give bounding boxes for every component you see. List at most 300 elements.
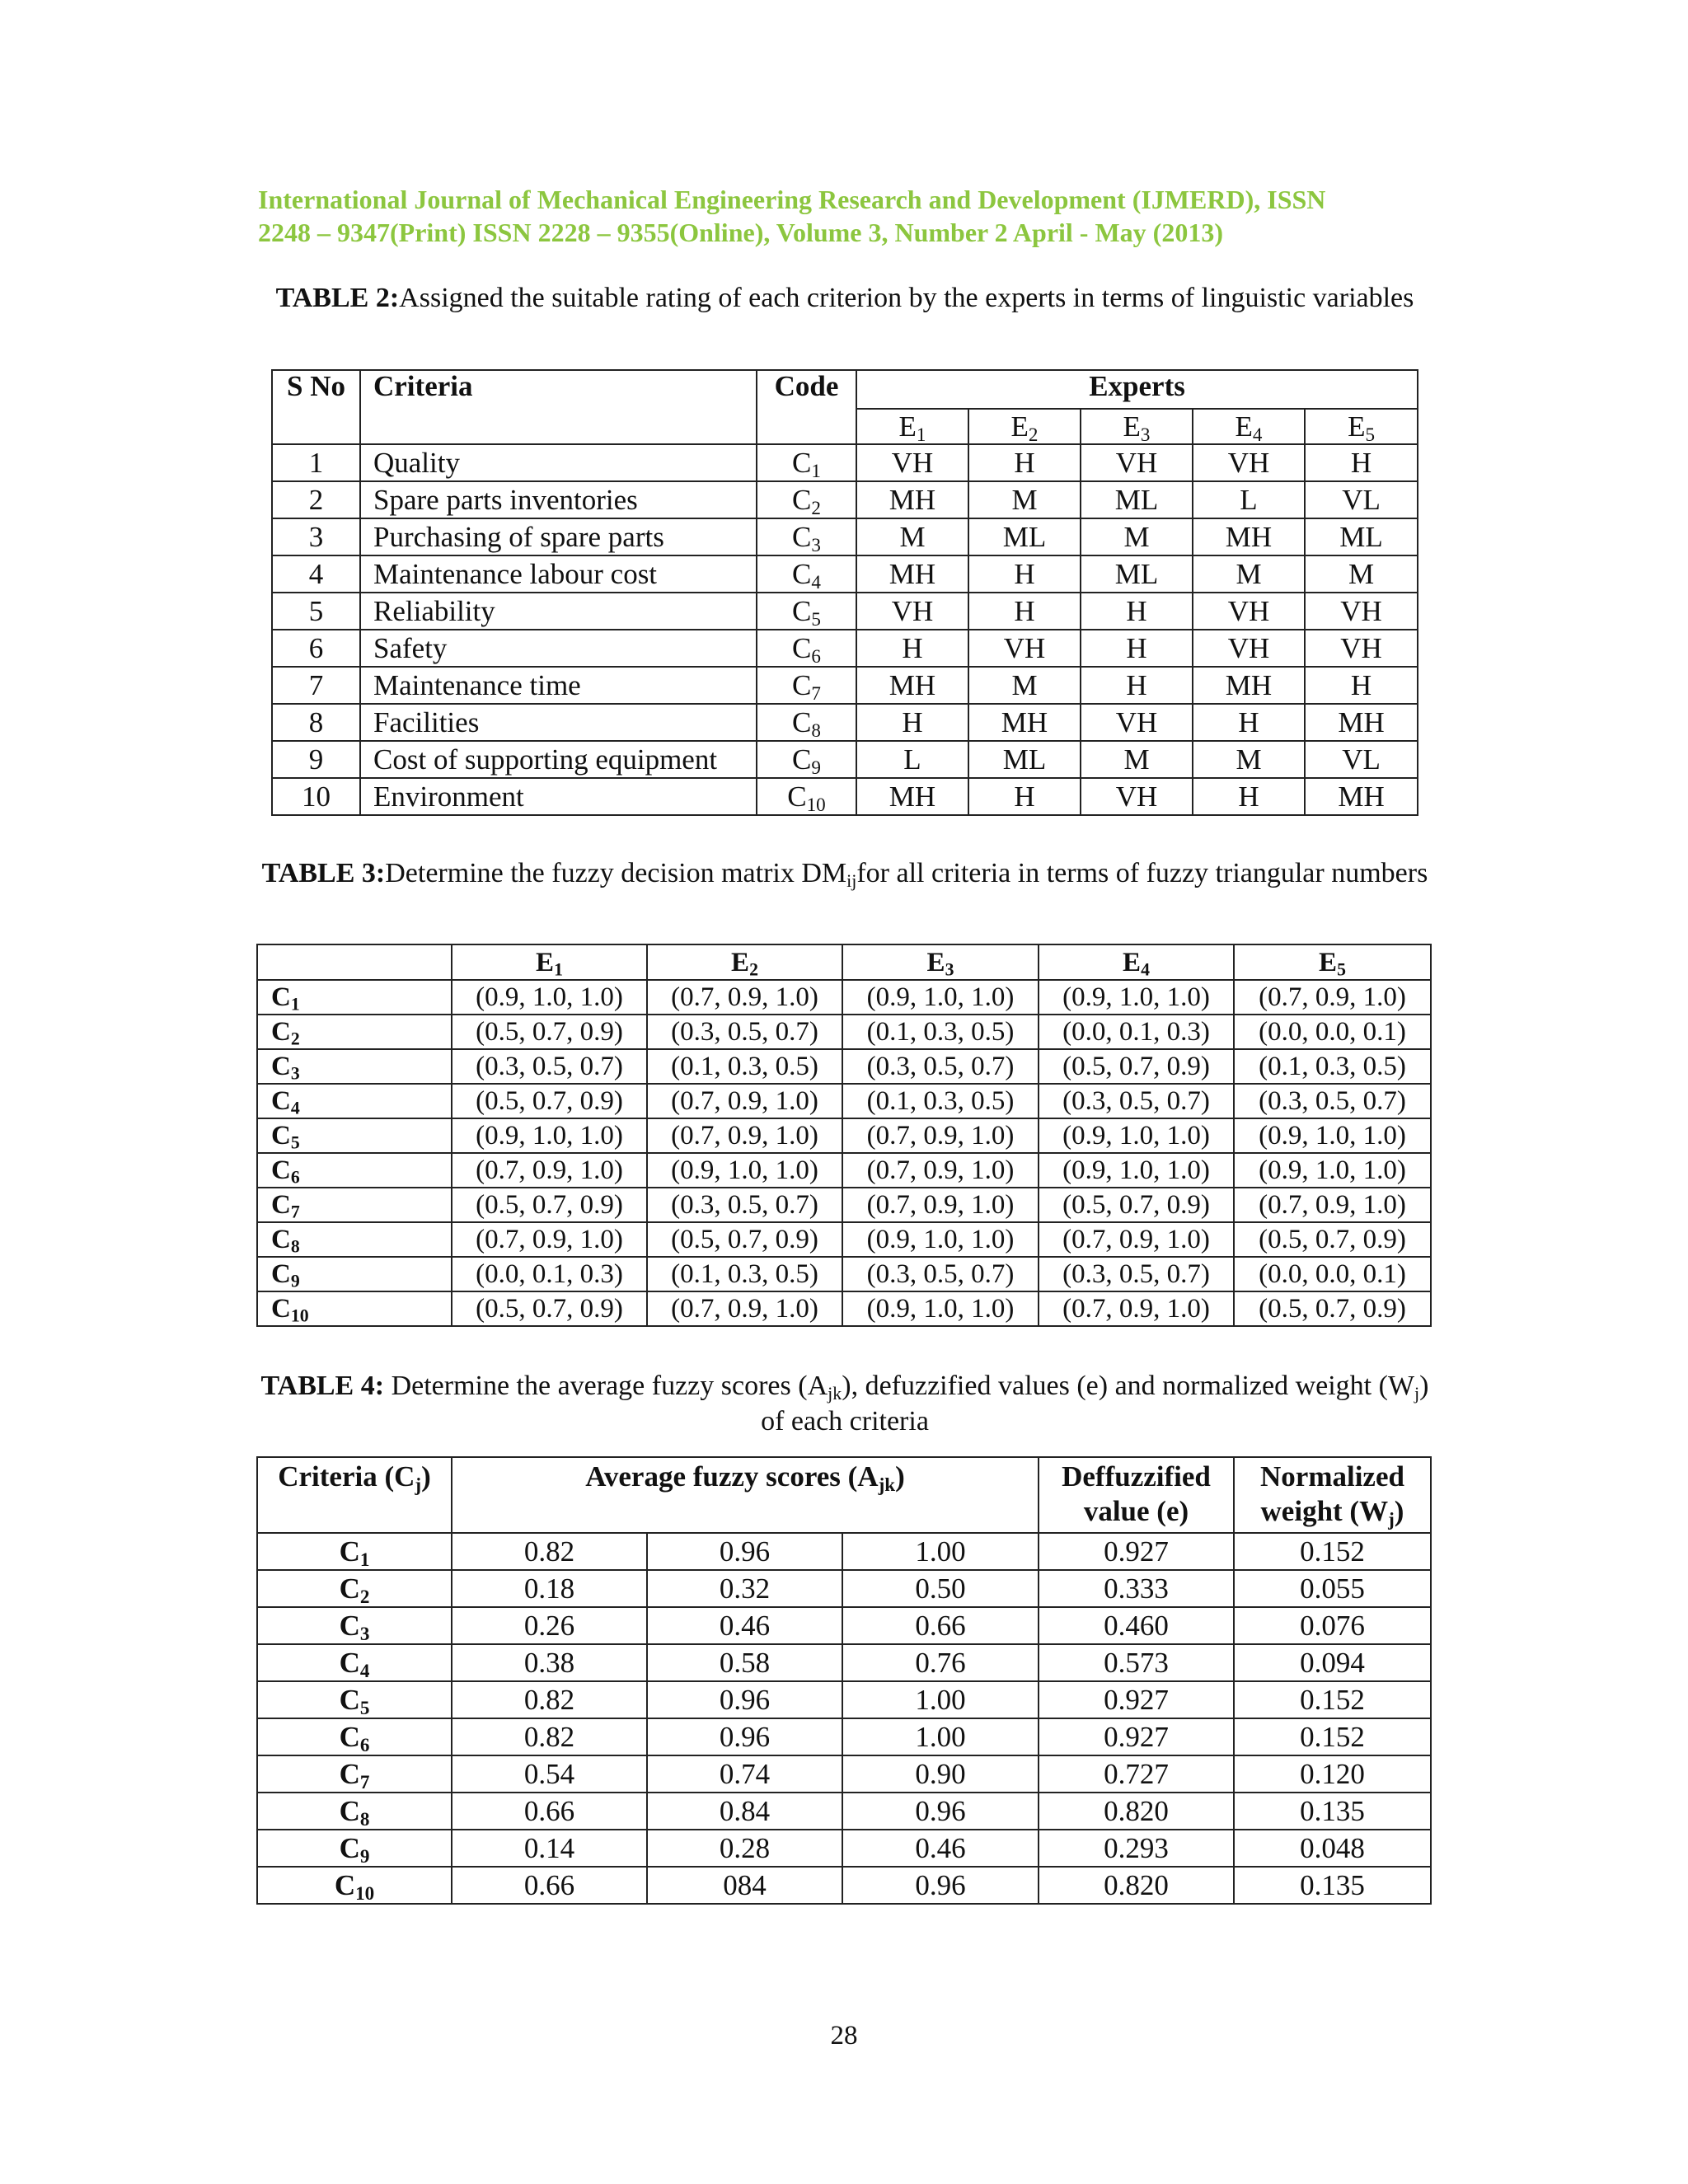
table2-code	[757, 481, 856, 518]
table4-header-normalized-line1: Normalized	[1260, 1460, 1404, 1493]
table2-sno: 10	[272, 778, 360, 815]
table4-criterion-base: C	[339, 1535, 360, 1568]
table2-rating: H	[1081, 667, 1193, 704]
table2-criteria: Cost of supporting equipment	[360, 741, 757, 778]
table3-fuzzy-value: (0.5, 0.7, 0.9)	[1039, 1049, 1234, 1084]
table4-criterion-sub: 9	[359, 1844, 370, 1867]
table2-rating: H	[856, 630, 968, 667]
table-row	[257, 1084, 1431, 1118]
table-row	[257, 1570, 1431, 1607]
table2-rating: M	[1193, 741, 1305, 778]
table3-criterion	[257, 1291, 452, 1326]
table2-code-sub: 9	[811, 756, 821, 778]
table2-criteria: Reliability	[360, 593, 757, 630]
table3-fuzzy-value: (0.9, 1.0, 1.0)	[452, 1118, 647, 1153]
table3-fuzzy-value: (0.7, 0.9, 1.0)	[452, 1222, 647, 1257]
table3-expert-header-base: E	[1123, 947, 1142, 977]
table3-criterion-sub: 4	[290, 1098, 300, 1118]
table4-header-defuzzified-line1: Deffuzzified	[1062, 1460, 1211, 1493]
table4-value-a1: 0.14	[452, 1830, 647, 1867]
table3-criterion	[257, 1084, 452, 1118]
table2-criteria: Facilities	[360, 704, 757, 741]
table3-fuzzy-value: (0.5, 0.7, 0.9)	[1234, 1222, 1431, 1257]
table3-fuzzy-value: (0.3, 0.5, 0.7)	[452, 1049, 647, 1084]
table-row	[272, 741, 1418, 778]
table4-caption-sub2: j	[1414, 1383, 1420, 1404]
table3-fuzzy-value: (0.3, 0.5, 0.7)	[842, 1257, 1039, 1291]
table2-rating: ML	[1081, 555, 1193, 593]
table-row	[272, 630, 1418, 667]
table2-sno: 2	[272, 481, 360, 518]
table2-expert-header-sub: 4	[1252, 423, 1263, 445]
table2-criteria: Maintenance time	[360, 667, 757, 704]
table2-expert-header-base: E	[898, 410, 917, 443]
table2-rating: M	[1305, 555, 1418, 593]
table4-criterion-base: C	[339, 1831, 360, 1864]
table3-fuzzy-value: (0.9, 1.0, 1.0)	[842, 980, 1039, 1015]
table4-value-a2: 0.96	[647, 1718, 842, 1755]
table4-value-w: 0.055	[1234, 1570, 1431, 1607]
table3-fuzzy-value: (0.7, 0.9, 1.0)	[842, 1118, 1039, 1153]
table2-code	[757, 518, 856, 555]
table2-code-sub: 8	[811, 719, 821, 741]
table3-fuzzy-value: (0.7, 0.9, 1.0)	[842, 1153, 1039, 1188]
table2-rating: VH	[856, 593, 968, 630]
table4-value-e: 0.820	[1039, 1867, 1234, 1904]
journal-header	[258, 183, 1445, 249]
table3-expert-header-sub: 2	[749, 958, 758, 979]
table2-code	[757, 704, 856, 741]
table4-criterion-base: C	[339, 1683, 360, 1716]
table3-criterion	[257, 1257, 452, 1291]
table2-rating: M	[1193, 555, 1305, 593]
table3-criterion	[257, 1118, 452, 1153]
table3-fuzzy-value: (0.3, 0.5, 0.7)	[1234, 1084, 1431, 1118]
table4-value-a1: 0.38	[452, 1644, 647, 1681]
table2-sno: 4	[272, 555, 360, 593]
table2-criteria: Maintenance labour cost	[360, 555, 757, 593]
table-row	[257, 1049, 1431, 1084]
table4-value-a3: 1.00	[842, 1681, 1039, 1718]
table2-rating: ML	[1305, 518, 1418, 555]
table4-value-w: 0.152	[1234, 1533, 1431, 1570]
table2-code-base: C	[792, 557, 812, 590]
table4-value-a1: 0.54	[452, 1755, 647, 1793]
table4-header-defuzzified	[1039, 1457, 1234, 1533]
table4-header-average	[452, 1457, 1039, 1533]
table2-expert-header-sub: 2	[1028, 423, 1039, 445]
table-row	[257, 980, 1431, 1015]
table3-expert-header	[842, 944, 1039, 980]
table3-fuzzy-value: (0.5, 0.7, 0.9)	[1234, 1291, 1431, 1326]
table2-code-base: C	[792, 520, 812, 553]
table-row	[257, 1257, 1431, 1291]
table3-criterion-base: C	[271, 1052, 291, 1081]
table2-code-base: C	[787, 780, 807, 813]
table3-fuzzy-value: (0.1, 0.3, 0.5)	[842, 1084, 1039, 1118]
table2-rating: MH	[1193, 518, 1305, 555]
table3-criterion	[257, 1049, 452, 1084]
table3-fuzzy-value: (0.3, 0.5, 0.7)	[1039, 1257, 1234, 1291]
table2-rating: H	[1305, 667, 1418, 704]
table3-fuzzy-value: (0.9, 1.0, 1.0)	[1039, 980, 1234, 1015]
table4-criterion	[257, 1755, 452, 1793]
table3-fuzzy-value: (0.5, 0.7, 0.9)	[1039, 1188, 1234, 1222]
table2-rating: H	[1305, 444, 1418, 481]
table2-rating: H	[968, 555, 1081, 593]
table4-criterion	[257, 1607, 452, 1644]
table2-rating: MH	[1305, 778, 1418, 815]
table2-expert-header	[1081, 409, 1193, 444]
table-row	[257, 1644, 1431, 1681]
table3-criterion	[257, 1222, 452, 1257]
table2-code-sub: 5	[811, 607, 821, 630]
table4-value-e: 0.820	[1039, 1793, 1234, 1830]
table4-value-e: 0.333	[1039, 1570, 1234, 1607]
table2-header-criteria: Criteria	[360, 370, 757, 444]
table3-fuzzy-value: (0.7, 0.9, 1.0)	[842, 1188, 1039, 1222]
table4-value-a1: 0.82	[452, 1718, 647, 1755]
table3-expert-header-sub: 3	[945, 958, 954, 979]
table2-rating: H	[968, 593, 1081, 630]
table3-expert-header-sub: 1	[554, 958, 563, 979]
table2-label: TABLE 2:	[275, 283, 400, 313]
page-number: 28	[830, 2021, 858, 2050]
table2-rating: MH	[968, 704, 1081, 741]
table4-value-a2: 0.58	[647, 1644, 842, 1681]
table-row	[257, 1118, 1431, 1153]
table-row	[257, 1533, 1431, 1570]
table4-criterion	[257, 1867, 452, 1904]
journal-header-line2: 2248 – 9347(Print) ISSN 2228 – 9355(Online), Volume 3, Number 2 April - May (2013)	[258, 218, 1223, 247]
table2-caption	[258, 280, 1432, 316]
table4-criterion-base: C	[339, 1572, 360, 1605]
table-row	[272, 555, 1418, 593]
table3-fuzzy-value: (0.7, 0.9, 1.0)	[647, 1084, 842, 1118]
table2-criteria: Environment	[360, 778, 757, 815]
table4-value-a2: 0.46	[647, 1607, 842, 1644]
table3-criterion-sub: 5	[290, 1132, 300, 1153]
table3-fuzzy-value: (0.5, 0.7, 0.9)	[452, 1291, 647, 1326]
table4-value-a2: 0.96	[647, 1681, 842, 1718]
table4-criterion-base: C	[339, 1609, 360, 1642]
table2-rating: H	[1193, 778, 1305, 815]
table3-fuzzy-value: (0.3, 0.5, 0.7)	[842, 1049, 1039, 1084]
table2-expert-header-base: E	[1010, 410, 1029, 443]
table2-sno: 1	[272, 444, 360, 481]
table4-header-average-sub: jk	[878, 1473, 896, 1495]
table2-code-sub: 4	[811, 570, 821, 593]
table4-criterion-sub: 6	[359, 1733, 370, 1755]
table3-fuzzy-value: (0.9, 1.0, 1.0)	[1039, 1118, 1234, 1153]
table2-sno: 6	[272, 630, 360, 667]
table3-expert-header-base: E	[731, 947, 750, 977]
table4-value-w: 0.152	[1234, 1681, 1431, 1718]
table3-criterion-base: C	[271, 1086, 291, 1116]
table3-expert-header-sub: 4	[1141, 958, 1150, 979]
table4-value-a2: 0.74	[647, 1755, 842, 1793]
table2-code	[757, 593, 856, 630]
table2-code	[757, 778, 856, 815]
table2-rating: MH	[1305, 704, 1418, 741]
table2-code-base: C	[792, 631, 812, 664]
table2-rating: L	[856, 741, 968, 778]
journal-header-line1: International Journal of Mechanical Engineering Research and Development (IJMERD), ISSN	[258, 185, 1326, 214]
table4-header-defuzzified-line2: value (e)	[1083, 1495, 1189, 1527]
table3-criterion-base: C	[271, 1259, 291, 1289]
table4-value-a1: 0.18	[452, 1570, 647, 1607]
table-row	[257, 1188, 1431, 1222]
table4-criterion	[257, 1570, 452, 1607]
table3-expert-header-base: E	[1319, 947, 1338, 977]
table-row	[272, 593, 1418, 630]
table-row	[257, 1681, 1431, 1718]
table2-rating: VH	[856, 444, 968, 481]
table2-rating: H	[968, 444, 1081, 481]
table4-header-average-text: Average fuzzy scores (A	[585, 1460, 879, 1493]
table4-criterion-base: C	[339, 1720, 360, 1753]
table3-criterion	[257, 1153, 452, 1188]
table2-rating: VH	[1193, 593, 1305, 630]
table3-fuzzy-value: (0.0, 0.1, 0.3)	[1039, 1015, 1234, 1049]
table2-expert-header-base: E	[1123, 410, 1141, 443]
table2-rating: MH	[856, 667, 968, 704]
table4-caption-text-c: ) of each criteria	[761, 1371, 1429, 1436]
table4-value-a2: 084	[647, 1867, 842, 1904]
table2-code	[757, 630, 856, 667]
table2-rating: H	[968, 778, 1081, 815]
table4-value-w: 0.152	[1234, 1718, 1431, 1755]
table3-fuzzy-value: (0.7, 0.9, 1.0)	[647, 1118, 842, 1153]
table2-rating: M	[968, 481, 1081, 518]
table2-rating: M	[968, 667, 1081, 704]
table2-rating: L	[1193, 481, 1305, 518]
table2-caption-text: Assigned the suitable rating of each criterion by the experts in terms of linguistic variables	[399, 283, 1414, 313]
table-row	[257, 1291, 1431, 1326]
table2-expert-header-base: E	[1235, 410, 1253, 443]
table4-value-a3: 0.96	[842, 1867, 1039, 1904]
table3-label: TABLE 3:	[261, 858, 386, 888]
table2-rating: H	[856, 704, 968, 741]
table3-fuzzy-value: (0.9, 1.0, 1.0)	[452, 980, 647, 1015]
table2-sno: 7	[272, 667, 360, 704]
table3-criterion-sub: 2	[290, 1029, 300, 1049]
table4-criterion-base: C	[339, 1794, 360, 1827]
table2-rating: VH	[1193, 630, 1305, 667]
table4-header-criteria-sub: j	[415, 1473, 422, 1495]
table4-label: TABLE 4:	[260, 1371, 385, 1401]
table3-fuzzy-value: (0.3, 0.5, 0.7)	[1039, 1084, 1234, 1118]
table4-criterion-base: C	[339, 1646, 360, 1679]
table3-criterion-sub: 6	[290, 1167, 300, 1188]
table2-rating: MH	[856, 481, 968, 518]
table4-value-w: 0.120	[1234, 1755, 1431, 1793]
table3-fuzzy-value: (0.1, 0.3, 0.5)	[647, 1049, 842, 1084]
table2-rating: ML	[968, 741, 1081, 778]
table2-rating: H	[1193, 704, 1305, 741]
table3-fuzzy-value: (0.7, 0.9, 1.0)	[1234, 1188, 1431, 1222]
table4-value-a3: 0.76	[842, 1644, 1039, 1681]
table3-caption-text-b: for all criteria in terms of fuzzy triangular numbers	[856, 858, 1428, 888]
table2-code	[757, 741, 856, 778]
table2-code-sub: 6	[811, 644, 821, 667]
table-row	[272, 518, 1418, 555]
table2-rating: H	[1081, 593, 1193, 630]
table3-fuzzy-value: (0.1, 0.3, 0.5)	[1234, 1049, 1431, 1084]
table2-code-base: C	[792, 446, 812, 479]
table3-expert-header-base: E	[536, 947, 555, 977]
table4-criterion	[257, 1793, 452, 1830]
table4-header-average-close: )	[895, 1460, 905, 1493]
table4-value-a2: 0.28	[647, 1830, 842, 1867]
table2-rating: M	[1081, 518, 1193, 555]
table2-rating: MH	[856, 778, 968, 815]
table2-rating: VL	[1305, 741, 1418, 778]
table4-value-a3: 0.66	[842, 1607, 1039, 1644]
table2-sno: 5	[272, 593, 360, 630]
table2-code-sub: 3	[811, 533, 821, 555]
table4-value-a3: 0.46	[842, 1830, 1039, 1867]
table4-caption-sub1: jk	[828, 1383, 842, 1404]
table4-criterion-sub: 4	[359, 1659, 370, 1681]
table2-code-base: C	[792, 483, 812, 516]
table3-fuzzy-value: (0.7, 0.9, 1.0)	[1039, 1222, 1234, 1257]
table2-code-base: C	[792, 705, 812, 738]
table2-criteria: Purchasing of spare parts	[360, 518, 757, 555]
table4-header-criteria-close: )	[421, 1460, 431, 1493]
table2-code	[757, 444, 856, 481]
table2-code-sub: 10	[806, 793, 826, 815]
table2-code-sub: 1	[811, 459, 821, 481]
table4-header-criteria-text: Criteria (C	[278, 1460, 415, 1493]
table2-linguistic-ratings	[271, 369, 1418, 816]
table4-caption-text-a: Determine the average fuzzy scores (A	[384, 1371, 828, 1401]
table4-value-a1: 0.82	[452, 1681, 647, 1718]
table3-criterion-base: C	[271, 1017, 291, 1047]
table2-criteria: Quality	[360, 444, 757, 481]
table4-caption	[258, 1368, 1432, 1439]
table-row	[272, 444, 1418, 481]
table4-value-w: 0.135	[1234, 1867, 1431, 1904]
table4-header-normalized	[1234, 1457, 1431, 1533]
table3-fuzzy-value: (0.1, 0.3, 0.5)	[842, 1015, 1039, 1049]
table4-criterion-sub: 7	[359, 1770, 370, 1793]
table3-fuzzy-value: (0.3, 0.5, 0.7)	[647, 1015, 842, 1049]
table-row	[257, 1718, 1431, 1755]
table4-criterion-sub: 8	[359, 1807, 370, 1830]
table2-rating: VH	[1305, 593, 1418, 630]
table4-value-e: 0.293	[1039, 1830, 1234, 1867]
table2-rating: VH	[1305, 630, 1418, 667]
table2-code-sub: 2	[811, 496, 821, 518]
table4-criterion-base: C	[339, 1757, 360, 1790]
table2-sno: 9	[272, 741, 360, 778]
table3-fuzzy-value: (0.7, 0.9, 1.0)	[1234, 980, 1431, 1015]
table4-value-a2: 0.96	[647, 1533, 842, 1570]
table3-criterion-sub: 7	[290, 1202, 300, 1222]
table4-caption-text-b: ), defuzzified values (e) and normalized weight (W	[842, 1371, 1415, 1401]
table3-criterion	[257, 980, 452, 1015]
table2-rating: ML	[1081, 481, 1193, 518]
table-row	[272, 481, 1418, 518]
table4-header-criteria	[257, 1457, 452, 1533]
table4-value-a1: 0.82	[452, 1533, 647, 1570]
table3-expert-header	[1234, 944, 1431, 980]
table-row	[257, 1755, 1431, 1793]
table2-rating: VH	[1081, 704, 1193, 741]
table4-value-a3: 1.00	[842, 1718, 1039, 1755]
table2-criteria: Spare parts inventories	[360, 481, 757, 518]
table2-rating: VH	[1081, 778, 1193, 815]
table3-criterion-sub: 3	[290, 1063, 300, 1084]
table2-code	[757, 555, 856, 593]
table3-fuzzy-value: (0.9, 1.0, 1.0)	[842, 1291, 1039, 1326]
table3-fuzzy-value: (0.3, 0.5, 0.7)	[647, 1188, 842, 1222]
table3-fuzzy-value: (0.7, 0.9, 1.0)	[647, 980, 842, 1015]
table-row	[257, 1607, 1431, 1644]
table-row	[272, 778, 1418, 815]
table3-expert-header	[1039, 944, 1234, 980]
table4-fuzzy-scores-weights	[256, 1456, 1432, 1905]
table4-header-normalized-close: )	[1394, 1495, 1404, 1527]
table3-criterion	[257, 1188, 452, 1222]
table-row	[257, 1222, 1431, 1257]
table3-fuzzy-value: (0.5, 0.7, 0.9)	[452, 1188, 647, 1222]
table2-sno: 8	[272, 704, 360, 741]
table-row	[257, 1830, 1431, 1867]
table4-criterion-sub: 5	[359, 1696, 370, 1718]
table-row	[272, 667, 1418, 704]
table3-criterion-sub: 10	[290, 1305, 309, 1326]
table3-fuzzy-value: (0.1, 0.3, 0.5)	[647, 1257, 842, 1291]
table4-value-a1: 0.26	[452, 1607, 647, 1644]
table3-fuzzy-value: (0.0, 0.1, 0.3)	[452, 1257, 647, 1291]
table4-criterion	[257, 1830, 452, 1867]
table3-fuzzy-value: (0.5, 0.7, 0.9)	[452, 1084, 647, 1118]
table2-header-code: Code	[757, 370, 856, 444]
table4-header-normalized-sub: j	[1388, 1507, 1395, 1530]
table4-criterion-sub: 3	[359, 1622, 370, 1644]
table4-value-w: 0.076	[1234, 1607, 1431, 1644]
table2-rating: M	[1081, 741, 1193, 778]
table2-code-sub: 7	[811, 682, 821, 704]
table4-criterion	[257, 1644, 452, 1681]
table2-rating: VL	[1305, 481, 1418, 518]
table4-value-e: 0.927	[1039, 1533, 1234, 1570]
table2-expert-header-base: E	[1348, 410, 1366, 443]
table3-expert-header	[647, 944, 842, 980]
table3-caption-sub: ij	[846, 870, 857, 891]
table2-expert-header-sub: 3	[1140, 423, 1151, 445]
table2-header-sno: S No	[272, 370, 360, 444]
table3-criterion-base: C	[271, 1294, 291, 1324]
table2-rating: VH	[1081, 444, 1193, 481]
table2-header-experts: Experts	[856, 370, 1418, 409]
table2-code	[757, 667, 856, 704]
table4-value-e: 0.927	[1039, 1718, 1234, 1755]
table4-value-e: 0.727	[1039, 1755, 1234, 1793]
table2-rating: VH	[1193, 444, 1305, 481]
table4-criterion-sub: 2	[359, 1585, 370, 1607]
table3-criterion-base: C	[271, 982, 291, 1012]
table4-criterion	[257, 1681, 452, 1718]
table2-criteria: Safety	[360, 630, 757, 667]
table3-fuzzy-value: (0.7, 0.9, 1.0)	[1039, 1291, 1234, 1326]
table4-header-normalized-text: weight (W	[1260, 1495, 1389, 1527]
table4-value-e: 0.460	[1039, 1607, 1234, 1644]
table3-caption-text-a: Determine the fuzzy decision matrix DM	[385, 858, 847, 888]
table2-expert-header	[856, 409, 968, 444]
